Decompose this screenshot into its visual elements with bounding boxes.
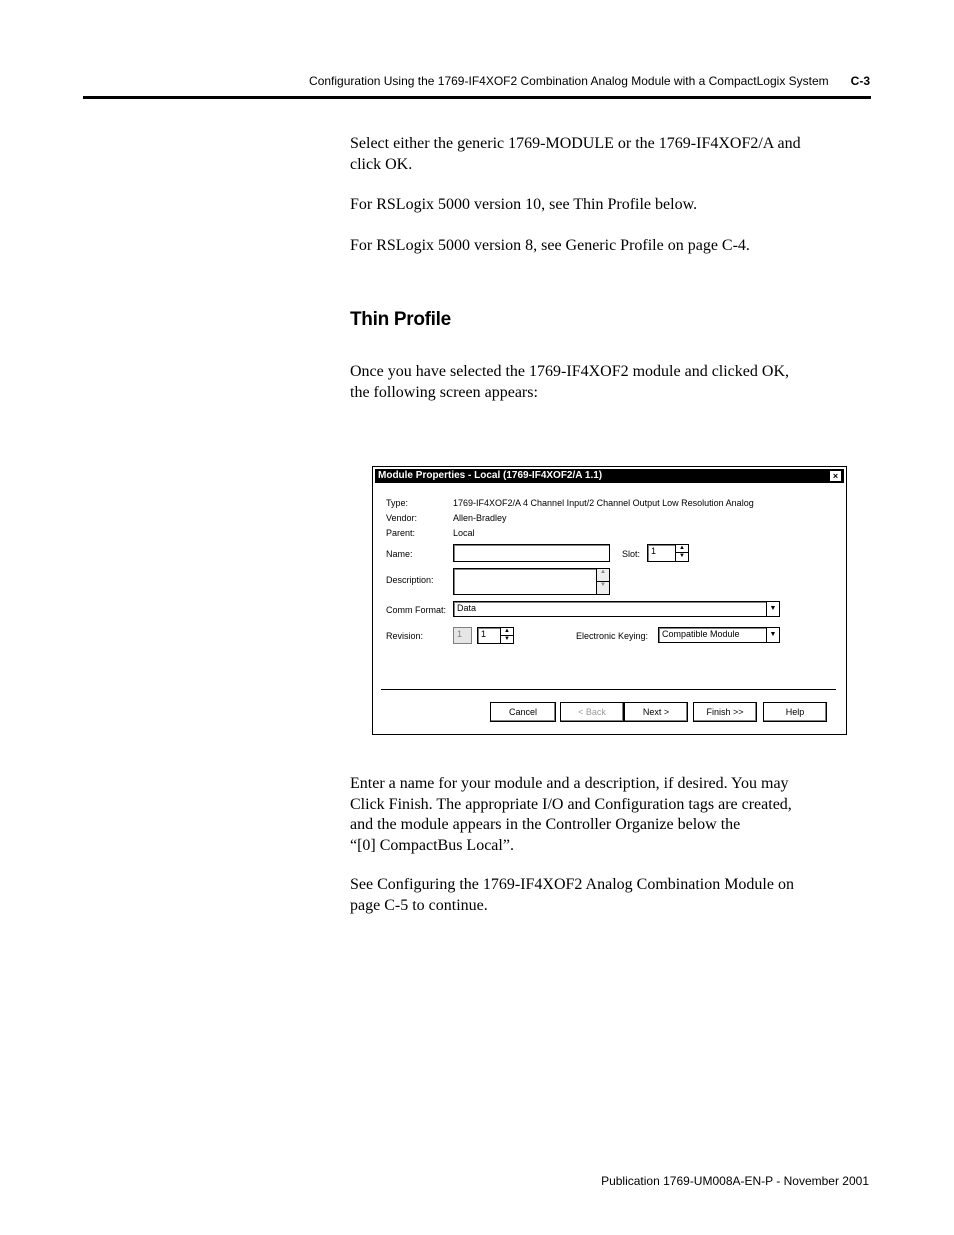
back-button[interactable]: < Back — [560, 702, 624, 722]
next-button[interactable]: Next > — [624, 702, 688, 722]
paragraph-once-selected — [350, 362, 870, 403]
electronic-keying-label: Electronic Keying: — [576, 631, 649, 641]
parent-label: Parent: — [386, 528, 416, 538]
text-line: Click Finish. The appropriate I/O and Configuration tags are created, — [350, 795, 792, 813]
text-line: and the module appears in the Controller Organize below the — [350, 816, 741, 833]
chevron-down-icon[interactable]: ▼ — [766, 628, 779, 642]
parent-value: Local — [453, 528, 475, 538]
electronic-keying-value: Compatible Module — [662, 629, 740, 639]
description-textarea[interactable] — [453, 568, 610, 595]
page-number: C-3 — [850, 74, 870, 88]
cancel-button[interactable]: Cancel — [490, 702, 556, 722]
section-heading: Thin Profile — [350, 309, 451, 330]
spin-up-icon[interactable]: ▲ — [501, 628, 513, 636]
help-button[interactable]: Help — [763, 702, 827, 722]
spin-down-icon[interactable]: ▼ — [679, 553, 685, 559]
electronic-keying-select[interactable] — [658, 627, 780, 643]
close-icon[interactable]: × — [829, 470, 842, 482]
comm-format-select[interactable] — [453, 601, 780, 617]
revision-major-value: 1 — [457, 629, 463, 639]
dialog-title-bar — [375, 469, 844, 483]
comm-format-value: Data — [457, 603, 477, 613]
type-label: Type: — [386, 498, 409, 508]
running-title: Configuration Using the 1769-IF4XOF2 Combination Analog Module with a CompactLogix System — [309, 74, 829, 88]
revision-label: Revision: — [386, 631, 424, 641]
text-line: click OK. — [350, 155, 413, 173]
module-properties-dialog — [372, 466, 847, 735]
text-line: See Configuring the 1769-IF4XOF2 Analog Combination Module on — [350, 876, 794, 893]
slot-stepper[interactable] — [647, 544, 689, 562]
scroll-down-icon[interactable]: ▼ — [600, 581, 606, 588]
vendor-label: Vendor: — [386, 513, 418, 523]
paragraph-select-module — [350, 134, 870, 175]
paragraph-enter-name — [350, 774, 870, 856]
name-input[interactable] — [453, 544, 610, 562]
text-line: Select either the generic 1769-MODULE or the 1769-IF4XOF2/A and — [350, 135, 801, 152]
header-rule — [83, 96, 871, 99]
slot-value: 1 — [651, 546, 657, 556]
description-scrollbar[interactable] — [596, 569, 609, 594]
finish-button[interactable]: Finish >> — [693, 702, 757, 722]
publication-footer: Publication 1769-UM008A-EN-P - November 2001 — [601, 1174, 869, 1188]
text-line: Enter a name for your module and a description, if desired. You may — [350, 775, 789, 792]
text-line: “[0] CompactBus Local”. — [350, 836, 514, 854]
text-line: page C-5 to continue. — [350, 896, 488, 914]
comm-format-label: Comm Format: — [386, 605, 447, 615]
slot-label: Slot: — [622, 549, 641, 559]
revision-spin-buttons[interactable] — [500, 628, 513, 643]
revision-minor-stepper[interactable] — [477, 627, 514, 644]
running-header — [0, 74, 870, 88]
vendor-value: Allen-Bradley — [453, 513, 507, 523]
type-value: 1769-IF4XOF2/A 4 Channel Input/2 Channel Output Low Resolution Analog — [453, 498, 754, 508]
text-line: Once you have selected the 1769-IF4XOF2 module and clicked OK, — [350, 363, 789, 380]
paragraph-version-10: For RSLogix 5000 version 10, see Thin Profile below. — [350, 196, 698, 213]
scroll-up-icon[interactable]: ▲ — [597, 569, 609, 582]
slot-spin-buttons[interactable] — [675, 545, 688, 561]
paragraph-version-8: For RSLogix 5000 version 8, see Generic Profile on page C-4. — [350, 237, 750, 254]
paragraph-see-configuring — [350, 875, 870, 916]
dialog-separator — [381, 689, 836, 690]
spin-down-icon[interactable]: ▼ — [504, 635, 510, 642]
description-label: Description: — [386, 575, 434, 585]
name-label: Name: — [386, 549, 413, 559]
text-line: the following screen appears: — [350, 383, 538, 401]
spin-up-icon[interactable]: ▲ — [676, 545, 688, 553]
revision-minor-value: 1 — [481, 629, 487, 639]
dialog-title: Module Properties - Local (1769-IF4XOF2/A 1.1) — [378, 470, 603, 481]
chevron-down-icon[interactable]: ▼ — [766, 602, 779, 616]
revision-major-field — [453, 627, 472, 644]
